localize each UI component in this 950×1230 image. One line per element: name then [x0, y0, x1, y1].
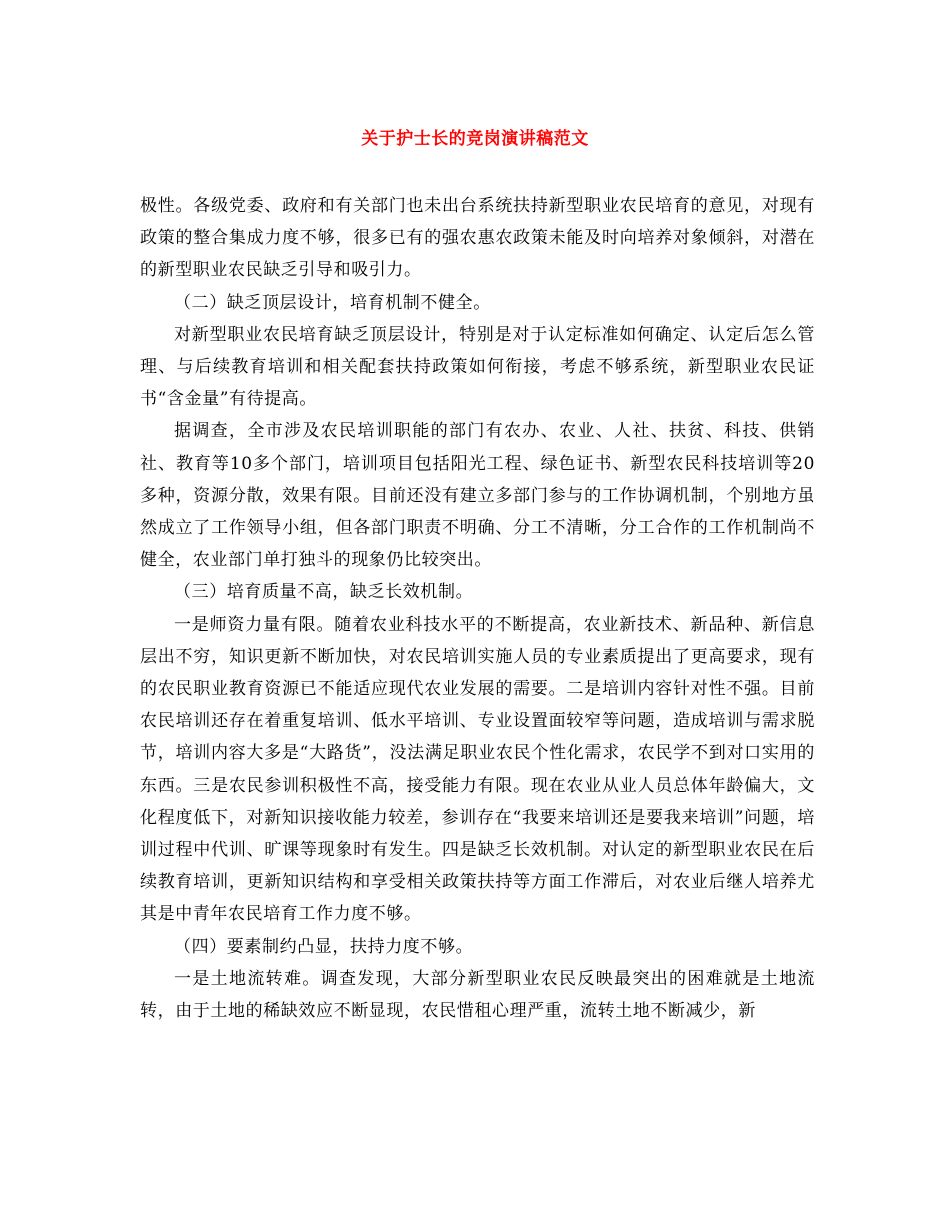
section-heading: （二）缺乏顶层设计，培育机制不健全。 [174, 292, 491, 313]
paragraph: 对新型职业农民培育缺乏顶层设计，特别是对于认定标准如何确定、认定后怎么管理、与后续教育培训和相关配套扶持政策如何衔接，考虑不够系统，新型职业农民证书“含金量”有待提高。 [140, 324, 815, 410]
paragraph: 一是土地流转难。调查发现，大部分新型职业农民反映最突出的困难就是土地流转，由于土地的稀缺效应不断显现，农民惜租心理严重，流转土地不断减少，新 [140, 968, 815, 1022]
paragraph: 极性。各级党委、政府和有关部门也未出台系统扶持新型职业农民培育的意见，对现有政策的整合集成力度不够，很多已有的强农惠农政策未能及时向培养对象倾斜，对潜在的新型职业农民缺乏引导和吸引力。 [140, 196, 815, 281]
document-body [140, 190, 815, 1027]
paragraph: 一是师资力量有限。随着农业科技水平的不断提高，农业新技术、新品种、新信息层出不穷，知识更新不断加快，对农民培训实施人员的专业素质提出了更高要求，现有的农民职业教育资源已不能适应现代农业发展的需要。二是培训内容针对性不强。目前农民培训还存在着重复培训、低水平培训、专业设置面较窄等问题，造成培训与需求脱节，培训内容大多是“大路货”，没法满足职业农民个性化需求，农民学不到对口实用的东西。三是农民参训积极性不高，接受能力有限。现在农业从业人员总体年龄偏大，文化程度低下，对新知识接收能力较差，参训存在“我要来培训还是要我来培训”问题，培训过程中代训、旷课等现象时有发生。四是缺乏长效机制。对认定的新型职业农民在后续教育培训，更新知识结构和享受相关政策扶持等方面工作滞后，对农业后继人培养尤其是中青年农民培育工作力度不够。 [140, 614, 815, 925]
document-title: 关于护士长的竞岗演讲稿范文 [361, 129, 589, 149]
paragraph: 据调查，全市涉及农民培训职能的部门有农办、农业、人社、扶贫、科技、供销社、教育等10多个部门，培训项目包括阳光工程、绿色证书、新型农民科技培训等20多种，资源分散，效果有限。目前还没有建立多部门参与的工作协调机制，个别地方虽然成立了工作领导小组，但各部门职责不明确、分工不清晰，分工合作的工作机制尚不健全，农业部门单打独斗的现象仍比较突出。 [140, 421, 815, 571]
section-heading: （四）要素制约凸显，扶持力度不够。 [174, 936, 474, 957]
section-heading: （三）培育质量不高，缺乏长效机制。 [174, 582, 474, 603]
